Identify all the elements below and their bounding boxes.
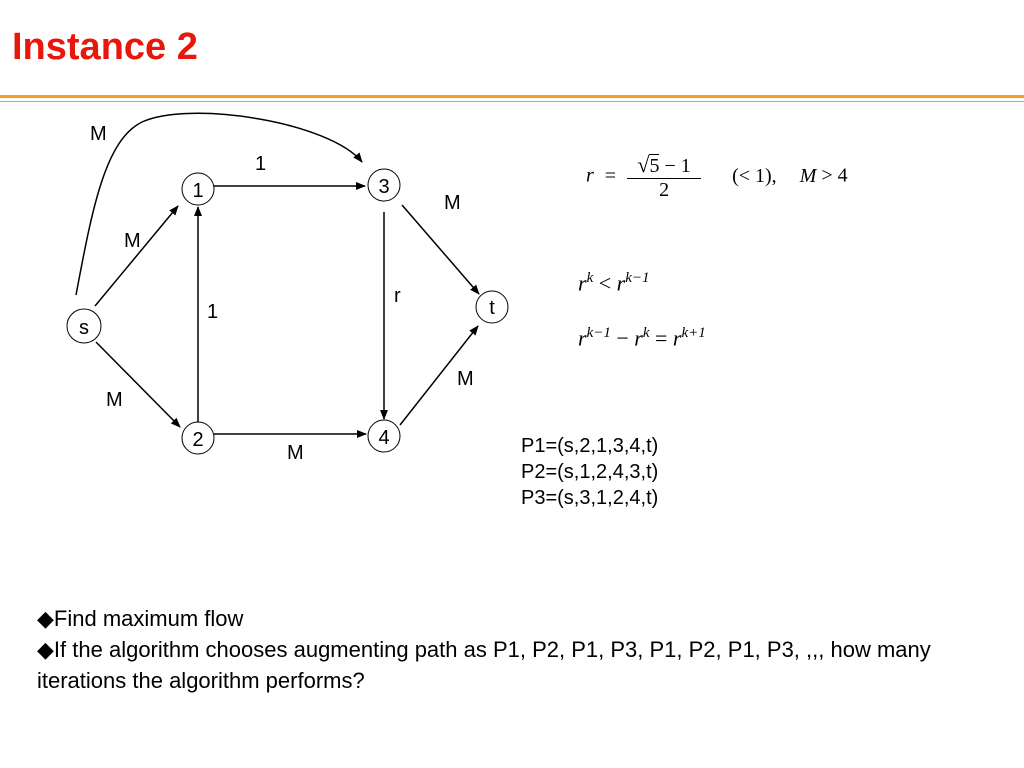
svg-text:3: 3 [378,176,390,198]
svg-text:4: 4 [378,427,390,449]
capacity-s-2: M [106,389,123,411]
m-variable: M [799,164,817,187]
node-s [67,309,101,343]
bullet-item: ◆If the algorithm chooses augmenting path as P1, P2, P1, P3, P1, P2, P1, P3, ,,, how many iterations the algorithm performs? [37,637,931,693]
svg-text:2: 2 [192,429,204,451]
capacity-2-1: 1 [207,301,219,323]
capacity-s-3: M [90,123,107,145]
path-p2: P2=(s,1,2,4,3,t) [521,461,659,483]
diamond-bullet-icon: ◆ [37,606,54,631]
r-variable: r [586,164,594,187]
formula-power-inequality: $r^k < r^{k-1}$ [578,270,650,296]
node-2 [182,422,214,454]
svg-text:s: s [79,317,89,339]
capacity-2-4: M [287,442,304,464]
capacity-3-t: M [444,192,461,214]
path-p3: P3=(s,3,1,2,4,t) [521,487,659,509]
svg-text:1: 1 [192,180,204,202]
augmenting-paths-list [521,433,658,511]
path-p1: P1=(s,2,1,3,4,t) [521,435,659,457]
edge-s-2 [96,342,180,427]
node-t [476,291,508,323]
capacity-1-3: 1 [255,153,267,175]
sqrt-argument: 5 [649,155,660,177]
bullet-item: ◆Find maximum flow [37,606,244,631]
m-condition: > 4 [816,164,848,187]
slide-title: Instance 2 [12,26,198,68]
golden-ratio-fraction [627,152,701,202]
capacity-3-4: r [394,285,401,307]
equals-sign: = [604,164,617,187]
diamond-bullet-icon: ◆ [37,637,54,662]
edge-s-3 [76,113,362,295]
capacity-s-1: M [124,230,141,252]
node-3 [368,169,400,201]
node-1 [182,173,214,205]
edge-3-t [402,205,479,294]
less-than-one: (< 1), [732,164,777,187]
svg-text:t: t [489,297,495,319]
formula-r-definition [586,152,848,202]
formula-power-identity: $r^{k-1} - r^k = r^{k+1}$ [578,325,706,351]
question-bullets [37,603,1017,696]
sqrt-icon: √ [637,152,650,177]
denominator: 2 [659,179,670,201]
numerator-minus-one: − 1 [659,155,691,177]
capacity-4-t: M [457,368,474,390]
node-4 [368,420,400,452]
edge-s-1 [95,206,178,306]
